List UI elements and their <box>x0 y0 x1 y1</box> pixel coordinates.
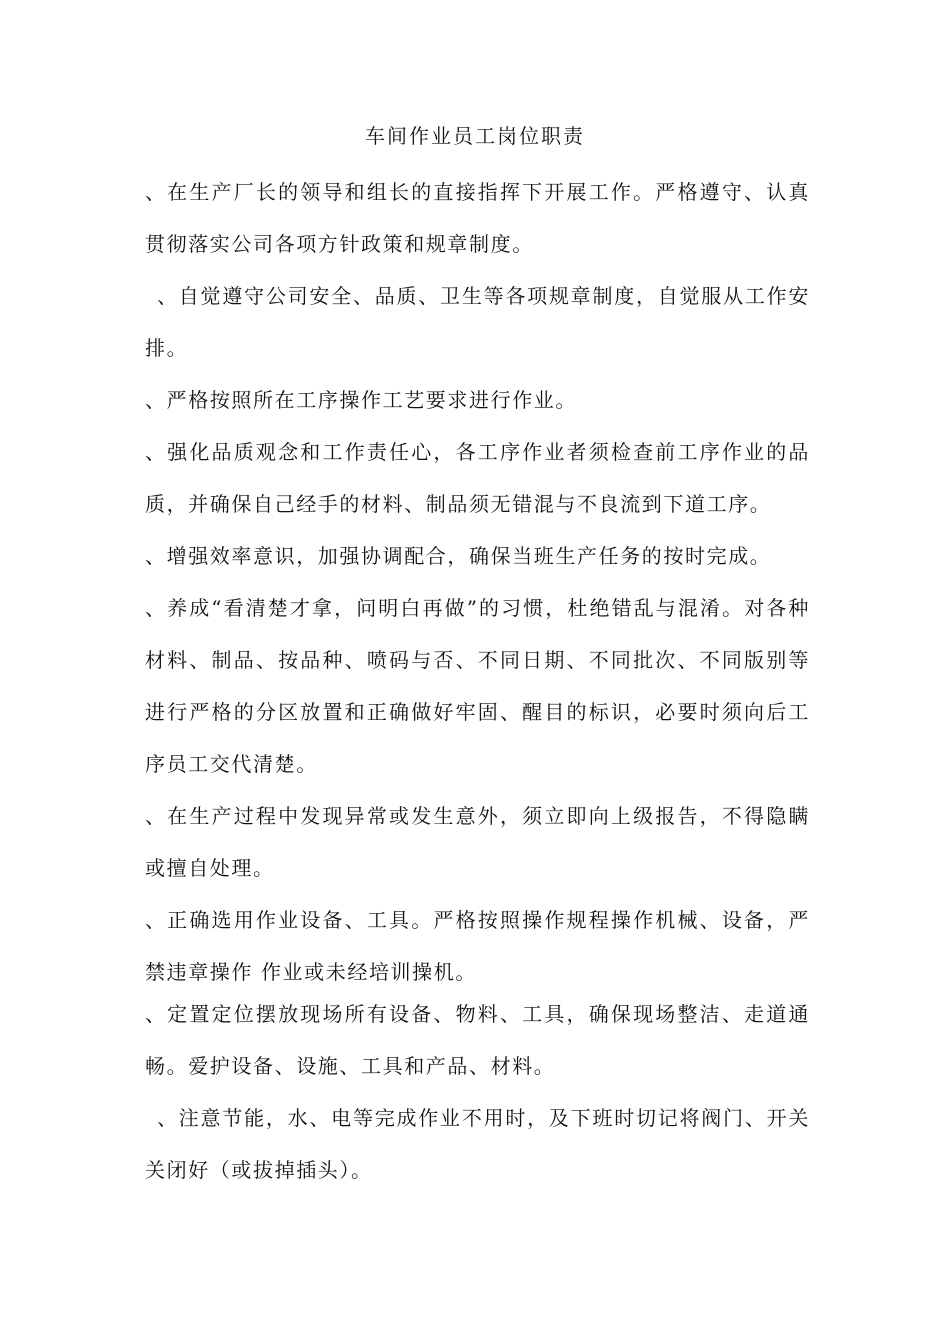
duty-paragraph-8: 、正确选用作业设备、工具。严格按照操作规程操作机械、设备，严禁违章操作 作业或未经培训操机。 <box>145 908 810 984</box>
duty-paragraph-9: 、定置定位摆放现场所有设备、物料、工具，确保现场整洁、走道通畅。爱护设备、设施、工具和产品、材料。 <box>145 1002 810 1078</box>
duty-paragraph-4: 、强化品质观念和工作责任心，各工序作业者须检查前工序作业的品质，并确保自己经手的材料、制品须无错混与不良流到下道工序。 <box>145 440 810 516</box>
duty-paragraph-2: 、自觉遵守公司安全、品质、卫生等各项规章制度，自觉服从工作安排。 <box>145 284 810 360</box>
duty-paragraph-7: 、在生产过程中发现异常或发生意外，须立即向上级报告，不得隐瞒或擅自处理。 <box>145 804 810 880</box>
document-title: 车间作业员工岗位职责 <box>365 124 585 148</box>
duty-paragraph-3: 、严格按照所在工序操作工艺要求进行作业。 <box>145 388 577 412</box>
duty-paragraph-10: 、注意节能，水、电等完成作业不用时，及下班时切记将阀门、开关关闭好（或拔掉插头）。 <box>145 1106 810 1182</box>
duty-paragraph-6: 、养成“看清楚才拿，问明白再做”的习惯，杜绝错乱与混淆。对各种材料、制品、按品种、喷码与否、不同日期、不同批次、不同版别等进行严格的分区放置和正确做好牢固、醒目的标识，必要时须向后工序员工交代清楚。 <box>145 596 810 776</box>
duty-paragraph-1: 、在生产厂长的领导和组长的直接指挥下开展工作。严格遵守、认真贯彻落实公司各项方针政策和规章制度。 <box>145 180 810 256</box>
duty-paragraph-5: 、增强效率意识，加强协调配合，确保当班生产任务的按时完成。 <box>145 544 772 568</box>
